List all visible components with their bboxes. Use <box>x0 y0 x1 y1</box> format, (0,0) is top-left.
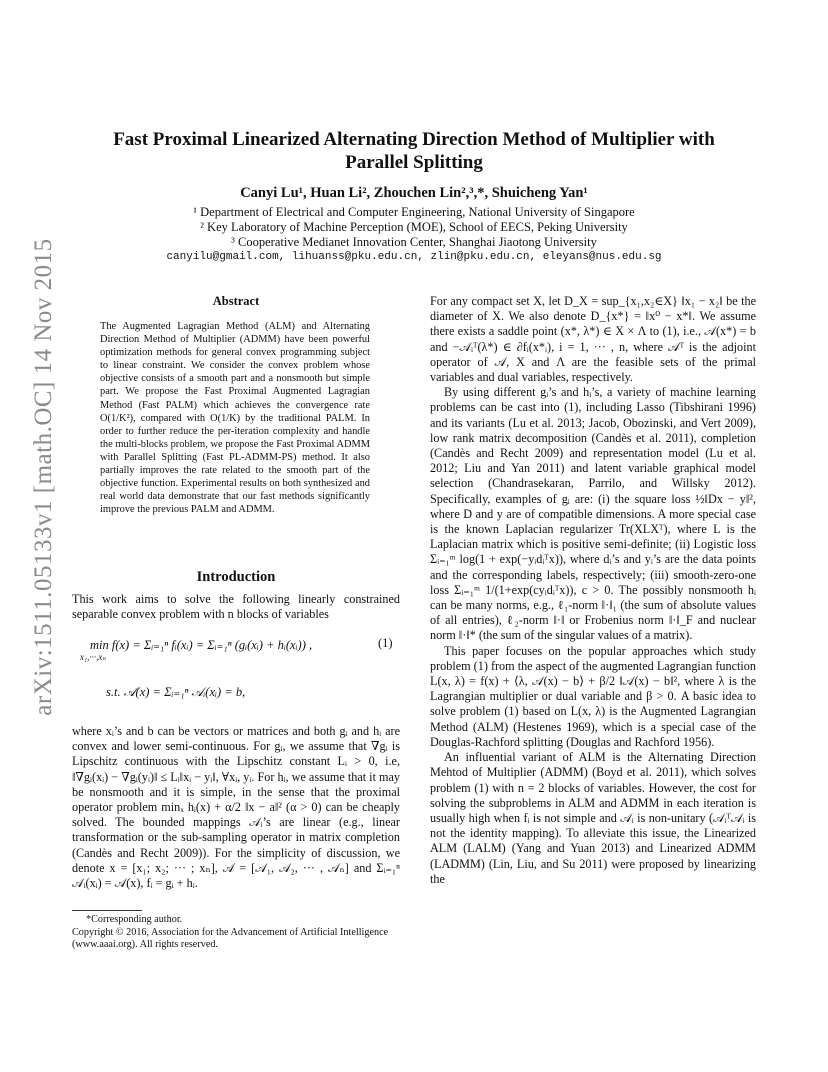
abstract-text: The Augmented Lagragian Method (ALM) and Alternating Direction Method of Multiplier (ADMM) have been powerful optimization methods for general convex programming subject to linear constraint. We consider the convex problem whose objective consists of a smooth part and a nonsmooth but simple part. We propose the Fast Proximal Augmented Lagragian Method (Fast PALM) which achieves the convergence rate O(1/K²), compared with O(1/K) by the traditional PALM. In order to further reduce the per-iteration complexity and handle the multi-blocks problem, we propose the Fast Proximal ADMM with Parallel Splitting (Fast PL-ADMM-PS) method. It also partially improves the rate related to the smooth part of the objective function. Experimental results on both synthesized and real world data demonstrate that our fast methods significantly improve the previous PALM and ADMM. <box>100 321 370 516</box>
equation-objective: min f(x) = Σᵢ₌₁ⁿ fᵢ(xᵢ) = Σᵢ₌₁ⁿ (gᵢ(xᵢ) + hᵢ(xᵢ)) , <box>90 638 313 652</box>
affiliation-1: ¹ Department of Electrical and Computer Engineering, National University of Singapore <box>193 205 635 219</box>
abstract-heading: Abstract <box>212 294 260 308</box>
right-column <box>430 294 756 887</box>
arxiv-identifier <box>24 238 64 716</box>
footnote-copyright: Copyright © 2016, Association for the Advancement of Artificial Intelligence (www.aaai.org). All rights reserved. <box>72 926 389 951</box>
equation-constraint: s.t. 𝒜(x) = Σᵢ₌₁ⁿ 𝒜ᵢ(xᵢ) = b, <box>106 685 246 699</box>
affiliation-3: ³ Cooperative Medianet Innovation Center, Shanghai Jiaotong University <box>231 235 597 249</box>
intro-lead: This work aims to solve the following linearly constrained separable convex problem with n blocks of variables <box>72 592 400 622</box>
arxiv-id-text: arXiv:1511.05133v1 [math.OC] 14 Nov 2015 <box>30 238 57 716</box>
paper-title: Fast Proximal Linearized Alternating Direction Method of Multiplier with Parallel Splitting <box>113 129 715 173</box>
author-list: Canyi Lu¹, Huan Li², Zhouchen Lin²,³,*, Shuicheng Yan¹ <box>240 185 588 201</box>
affiliation-2: ² Key Laboratory of Machine Perception (MOE), School of EECS, Peking University <box>200 220 628 234</box>
author-emails: canyilu@gmail.com, lihuanss@pku.edu.cn, zlin@pku.edu.cn, eleyans@nus.edu.sg <box>166 251 662 263</box>
right-paragraph-2: By using different gᵢ’s and hᵢ’s, a variety of machine learning problems can be cast into (1), including Lasso (Tibshirani 1996) and its variants (Lu et al. 2013; Jacob, Obozinski, and Vert 2009), low rank matrix decomposition (Candès et al. 2011), completion (Candès and Recht 2009) and representation model (Lu et al. 2012; Liu and Yan 2011) and latent variable graphical model selection (Chandrasekaran, Parrilo, and Willsky 2012). Specifically, examples of gᵢ are: (i) the square loss ½‖Dx − y‖², where D and y are of compatible dimensions. A more special case is the known Laplacian regularizer Tr(XLXᵀ), where L is the Laplacian matrix which is positive semi-definite; (ii) Logistic loss Σᵢ₌₁ᵐ log(1 + exp(−yᵢdᵢᵀx)), where dᵢ’s and yᵢ’s are the data points and the corresponding labels, respectively; (iii) smooth-zero-one loss Σᵢ₌₁ᵐ 1/(1+exp(cyᵢdᵢᵀx)), c > 0. The possibly nonsmooth hᵢ can be many norms, e.g., ℓ₁-norm ‖·‖₁ (the sum of absolute values of all entries), ℓ₂-norm ‖·‖ or Frobenius norm ‖·‖_F and nuclear norm ‖·‖* (the sum of the singular values of a matrix). <box>430 385 756 643</box>
footnote-corresponding: *Corresponding author. <box>86 914 183 925</box>
intro-body: where xᵢ’s and b can be vectors or matrices and both gᵢ and hᵢ are convex and lower semi-continuous. For gᵢ, we assume that ∇gᵢ is Lipschitz continuous with the Lipschitz constant Lᵢ > 0, i.e, ‖∇gᵢ(xᵢ) − ∇gᵢ(yᵢ)‖ ≤ Lᵢ‖xᵢ − yᵢ‖, ∀xᵢ, yᵢ. For hᵢ, we assume that it may be nonsmooth and it is simple, in the sense that the proximal operator problem minₓ hᵢ(x) + α/2 ‖x − a‖² (α > 0) can be cheaply solved. The bounded mappings 𝒜ᵢ’s are linear (e.g., linear transformation or the sub-sampling operator in matrix completion (Candès and Recht 2009)). For the simplicity of discussion, we denote x = [x₁; x₂; ··· ; xₙ], 𝒜 = [𝒜₁, 𝒜₂, ··· , 𝒜ₙ] and Σᵢ₌₁ⁿ 𝒜ᵢ(xᵢ) = 𝒜(x), fᵢ = gᵢ + hᵢ. <box>72 724 400 891</box>
footnote <box>72 914 400 952</box>
introduction-heading: Introduction <box>196 569 276 585</box>
right-paragraph-3: This paper focuses on the popular approaches which study problem (1) from the aspect of the augmented Lagrangian function L(x, λ) = f(x) + ⟨λ, 𝒜(x) − b⟩ + β/2 ‖𝒜(x) − b‖², where λ is the Lagrangian multiplier or dual variable and β > 0. A basic idea to solve problem (1) based on L(x, λ) is the Augmented Lagrangian Method (ALM) (Hestenes 1969), which is a special case of the Douglas-Rachford splitting (Douglas and Rachford 1956). <box>430 643 756 749</box>
equation-objective-subscript: x₁,···,xₙ <box>80 652 107 662</box>
equation-number: (1) <box>378 636 393 650</box>
right-paragraph-4: An influential variant of ALM is the Alternating Direction Mehtod of Multiplier (ADMM) (Boyd et al. 2011), which solves problem (1) with n = 2 blocks of variables. However, the cost for solving the subproblems in ALM and ADMM in each iteration is usually high when fᵢ is not simple and 𝒜ᵢ is non-unitary (𝒜ᵢᵀ𝒜ᵢ is not the identity mapping). To alleviate this issue, the Linearized ALM (LALM) (Yang and Yuan 2013) and Linearized ADMM (LADMM) (Lin, Liu, and Su 2011) were proposed by linearizing the <box>430 750 756 886</box>
right-paragraph-1: For any compact set X, let D_X = sup_{x₁,x₂∈X} ‖x₁ − x₂‖ be the diameter of X. We also denote D_{x*} = ‖x⁰ − x*‖. We assume there exists a saddle point (x*, λ*) ∈ X × Λ to (1), i.e., 𝒜(x*) = b and −𝒜ᵢᵀ(λ*) ∈ ∂fᵢ(x*ᵢ), i = 1, ··· , n, where 𝒜ᵀ is the adjoint operator of 𝒜, X and Λ are the feasible sets of the primal variables and dual variables, respectively. <box>430 294 756 385</box>
footnote-rule <box>72 910 142 911</box>
